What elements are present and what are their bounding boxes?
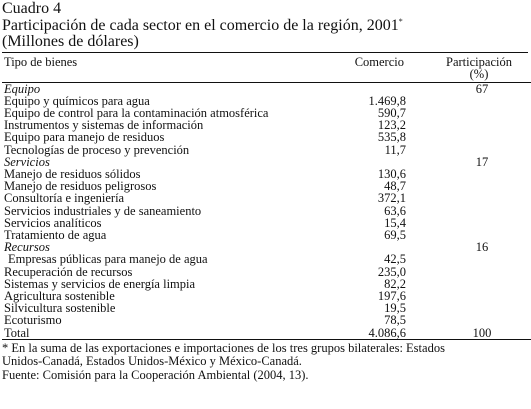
section-share: 67 xyxy=(406,82,531,95)
table-label: Cuadro 4 xyxy=(2,0,62,17)
trade-table xyxy=(2,53,531,340)
total-value: 4.086,6 xyxy=(304,327,406,340)
table-row: Sistemas y servicios de energía limpia 82,2 xyxy=(4,276,406,291)
footnote-line-1: * En la suma de las exportaciones e importaciones de los tres grupos bilaterales: Estados xyxy=(2,340,445,355)
header-row xyxy=(2,53,531,83)
table-units: (Millones de dólares) xyxy=(2,33,139,50)
table-row: Equipo y químicos para agua 1.469,8 xyxy=(4,93,406,108)
section-name: Equipo xyxy=(2,82,304,95)
table-row: Empresas públicas para manejo de agua 42,5 xyxy=(8,252,406,267)
table-row: Agricultura sostenible 197,6 xyxy=(4,288,406,303)
header-comercio: Comercio xyxy=(354,54,404,69)
table-title-text: Participación de cada sector en el comercio de la región, 2001 xyxy=(2,16,399,34)
header-participacion xyxy=(406,53,531,83)
header-tipo: Tipo de bienes xyxy=(4,54,78,69)
section-name: Servicios xyxy=(4,154,50,169)
table-row: Ecoturismo 78,5 xyxy=(4,313,406,328)
table-title xyxy=(2,18,528,35)
table-notes xyxy=(2,342,528,383)
section-name: Recursos xyxy=(4,240,50,255)
table-row: Manejo de residuos peligrosos 48,7 xyxy=(4,179,406,194)
total-label: Total xyxy=(2,327,304,340)
table-row: Silvicultura sostenible 19,5 xyxy=(4,301,406,316)
section-share: 17 xyxy=(475,154,489,169)
footnote-line-2: Unidos-Canadá, Estados Unidos-México y México-Canadá. xyxy=(2,354,302,369)
table-row: Servicios industriales y de saneamiento 63,6 xyxy=(4,203,406,218)
table-row: Instrumentos y sistemas de información 123,2 xyxy=(4,118,406,133)
table-row: Tratamiento de agua 69,5 xyxy=(4,227,406,242)
table-row: Equipo para manejo de residuos 535,8 xyxy=(4,130,406,145)
table-row: Consultoría e ingeniería 372,1 xyxy=(4,191,406,206)
total-share: 100 xyxy=(406,327,531,340)
table-row: Tecnologías de proceso y prevención 11,7 xyxy=(4,142,406,157)
table-row: Servicios analíticos 15,4 xyxy=(4,215,406,230)
header-participacion-line2: (%) xyxy=(469,67,489,81)
total-row xyxy=(2,327,531,340)
header-participacion-line1: Participación xyxy=(446,54,512,69)
source-note: Fuente: Comisión para la Cooperación Ambiental (2004, 13). xyxy=(2,367,309,382)
table-row: Recuperación de recursos 235,0 xyxy=(4,264,406,279)
table-figure xyxy=(2,1,528,382)
title-footnote-mark: * xyxy=(398,16,403,26)
table-row: Equipo de control para la contaminación atmosférica 590,7 xyxy=(4,105,406,120)
section-share: 16 xyxy=(475,240,489,255)
section-row-equipo xyxy=(2,82,531,95)
table-row: Manejo de residuos sólidos 130,6 xyxy=(4,166,406,181)
